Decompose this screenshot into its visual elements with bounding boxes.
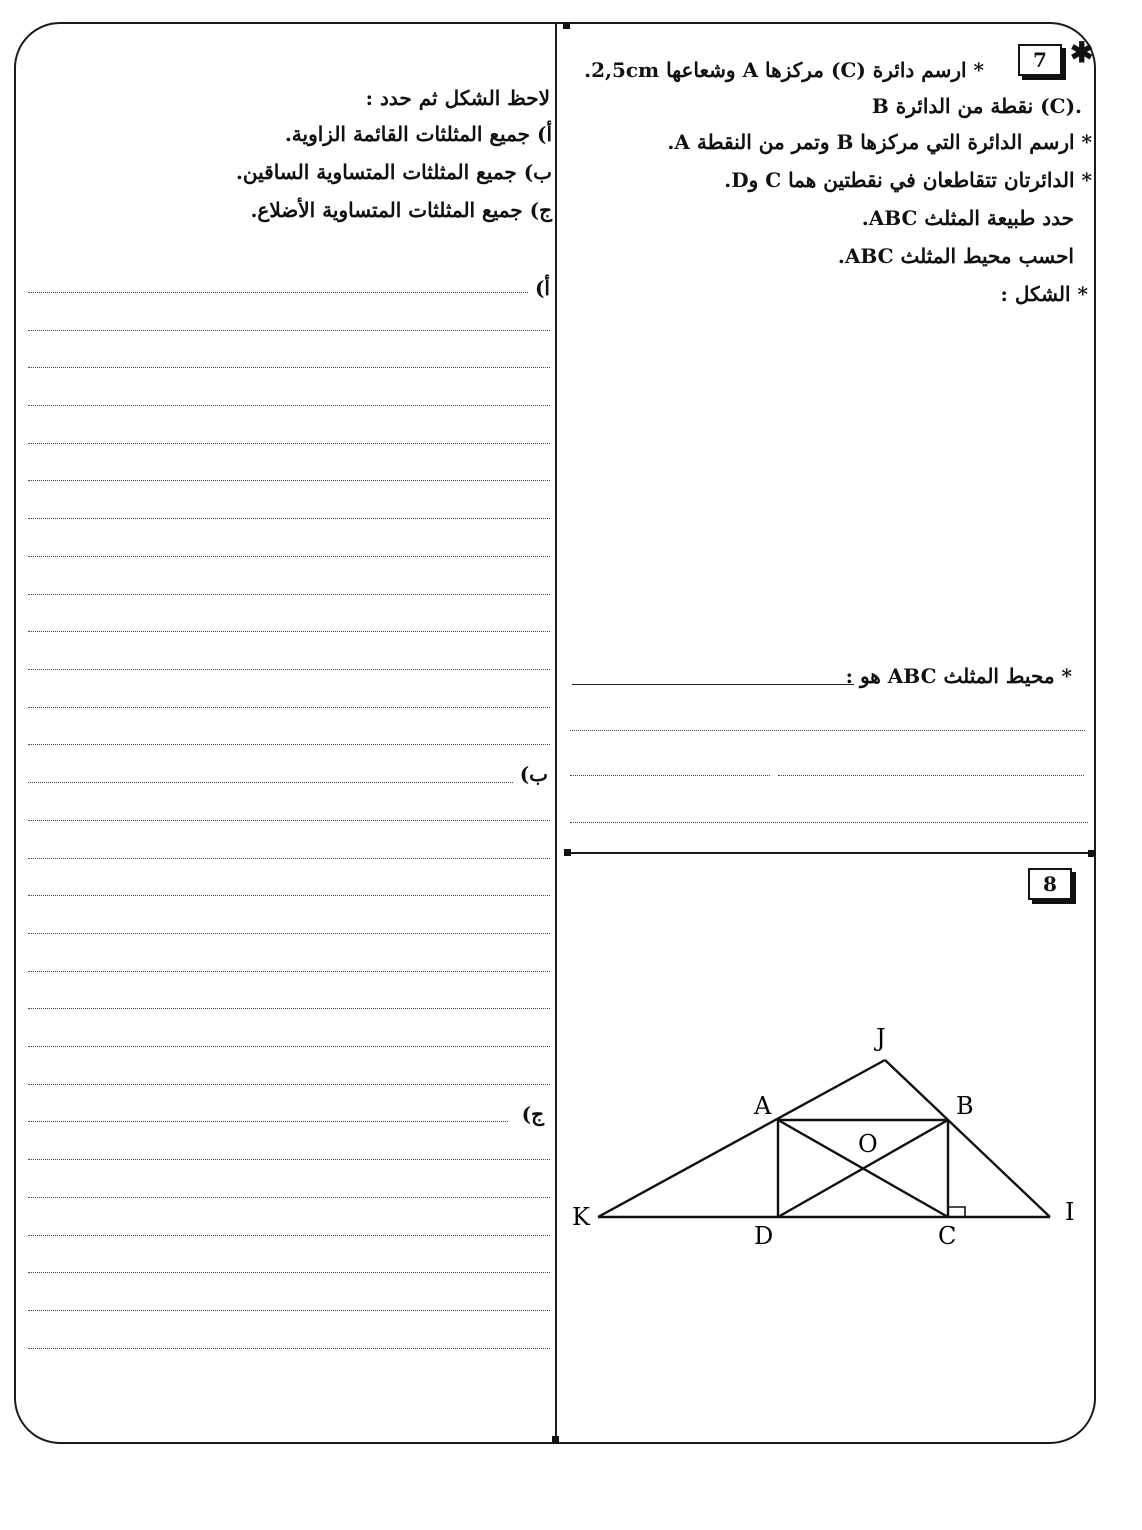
divider-marker bbox=[1088, 850, 1095, 857]
answer-line[interactable] bbox=[28, 556, 550, 557]
answer-line[interactable] bbox=[28, 443, 550, 444]
answer-line[interactable] bbox=[28, 1084, 550, 1085]
answer-line[interactable] bbox=[570, 822, 1088, 823]
ex7-line-1: * ارسم دائرة (C) مركزها A وشعاعها 2,5cm. bbox=[584, 58, 984, 82]
divider-marker bbox=[563, 22, 570, 29]
segment-JI bbox=[885, 1060, 1050, 1217]
answer-line[interactable] bbox=[28, 744, 550, 745]
horizontal-divider bbox=[567, 852, 1093, 854]
answer-line[interactable] bbox=[28, 631, 550, 632]
right-angle-mark bbox=[948, 1207, 965, 1217]
left-intro: لاحظ الشكل ثم حدد : bbox=[365, 86, 550, 110]
answer-line[interactable] bbox=[28, 1008, 550, 1009]
vertical-divider bbox=[555, 24, 557, 1440]
left-item-b: ب) جميع المثلثات المتساوية الساقين. bbox=[235, 160, 552, 184]
left-item-c: ج) جميع المثلثات المتساوية الأضلاع. bbox=[250, 198, 552, 222]
label-D: D bbox=[754, 1222, 774, 1250]
answer-line[interactable] bbox=[28, 820, 550, 821]
answer-line[interactable] bbox=[28, 1159, 550, 1160]
answer-line[interactable] bbox=[28, 405, 550, 406]
geometry-figure bbox=[560, 1020, 1090, 1260]
answer-line[interactable] bbox=[28, 1272, 550, 1273]
answer-line[interactable] bbox=[570, 775, 770, 776]
answer-line[interactable] bbox=[28, 971, 550, 972]
ex7-line-3: * ارسم الدائرة التي مركزها B وتمر من النقطة A. bbox=[667, 130, 1092, 154]
answer-label-a: أ) bbox=[534, 276, 550, 300]
label-J: J bbox=[876, 1024, 886, 1052]
answer-line[interactable] bbox=[28, 367, 550, 368]
answer-line[interactable] bbox=[28, 330, 550, 331]
label-B: B bbox=[956, 1092, 974, 1120]
answer-line[interactable] bbox=[28, 933, 550, 934]
answer-line[interactable] bbox=[570, 730, 1085, 731]
answer-line[interactable] bbox=[28, 594, 550, 595]
ex7-perimeter-prompt: * محيط المثلث ABC هو : bbox=[845, 664, 1072, 688]
answer-line[interactable] bbox=[28, 707, 550, 708]
answer-line[interactable] bbox=[28, 1235, 550, 1236]
ex7-line-2: B نقطة من الدائرة (C). bbox=[871, 94, 1082, 118]
ex7-line-7: * الشكل : bbox=[1000, 282, 1088, 306]
exercise-8-number: 8 bbox=[1028, 868, 1072, 900]
left-item-a: أ) جميع المثلثات القائمة الزاوية. bbox=[284, 122, 552, 146]
answer-line[interactable] bbox=[572, 684, 854, 685]
label-O: O bbox=[858, 1130, 878, 1158]
divider-marker bbox=[564, 849, 571, 856]
answer-line[interactable] bbox=[28, 1046, 550, 1047]
answer-line[interactable] bbox=[28, 1197, 550, 1198]
answer-line[interactable] bbox=[28, 1348, 550, 1349]
segment-KJ bbox=[598, 1060, 885, 1217]
label-K: K bbox=[572, 1203, 590, 1231]
divider-marker bbox=[552, 1436, 559, 1443]
exercise-7-number: 7 bbox=[1018, 44, 1062, 76]
answer-line[interactable] bbox=[28, 782, 513, 783]
answer-line[interactable] bbox=[28, 1310, 550, 1311]
answer-line[interactable] bbox=[28, 518, 550, 519]
label-C: C bbox=[938, 1222, 957, 1250]
star-icon: ✱ bbox=[1070, 36, 1094, 69]
label-A: A bbox=[754, 1092, 772, 1120]
answer-line[interactable] bbox=[28, 480, 550, 481]
answer-line[interactable] bbox=[28, 292, 528, 293]
answer-label-b: ب) bbox=[519, 762, 548, 786]
ex7-line-4: * الدائرتان تتقاطعان في نقطتين هما C وD. bbox=[724, 168, 1092, 192]
answer-line[interactable] bbox=[28, 669, 550, 670]
answer-line[interactable] bbox=[28, 1121, 508, 1122]
answer-label-c: ج) bbox=[521, 1102, 544, 1126]
ex7-line-5: حدد طبيعة المثلث ABC. bbox=[861, 206, 1074, 230]
label-I: I bbox=[1065, 1198, 1075, 1226]
answer-line[interactable] bbox=[778, 775, 1084, 776]
answer-line[interactable] bbox=[28, 858, 550, 859]
answer-line[interactable] bbox=[28, 895, 550, 896]
ex7-line-6: احسب محيط المثلث ABC. bbox=[837, 244, 1074, 268]
